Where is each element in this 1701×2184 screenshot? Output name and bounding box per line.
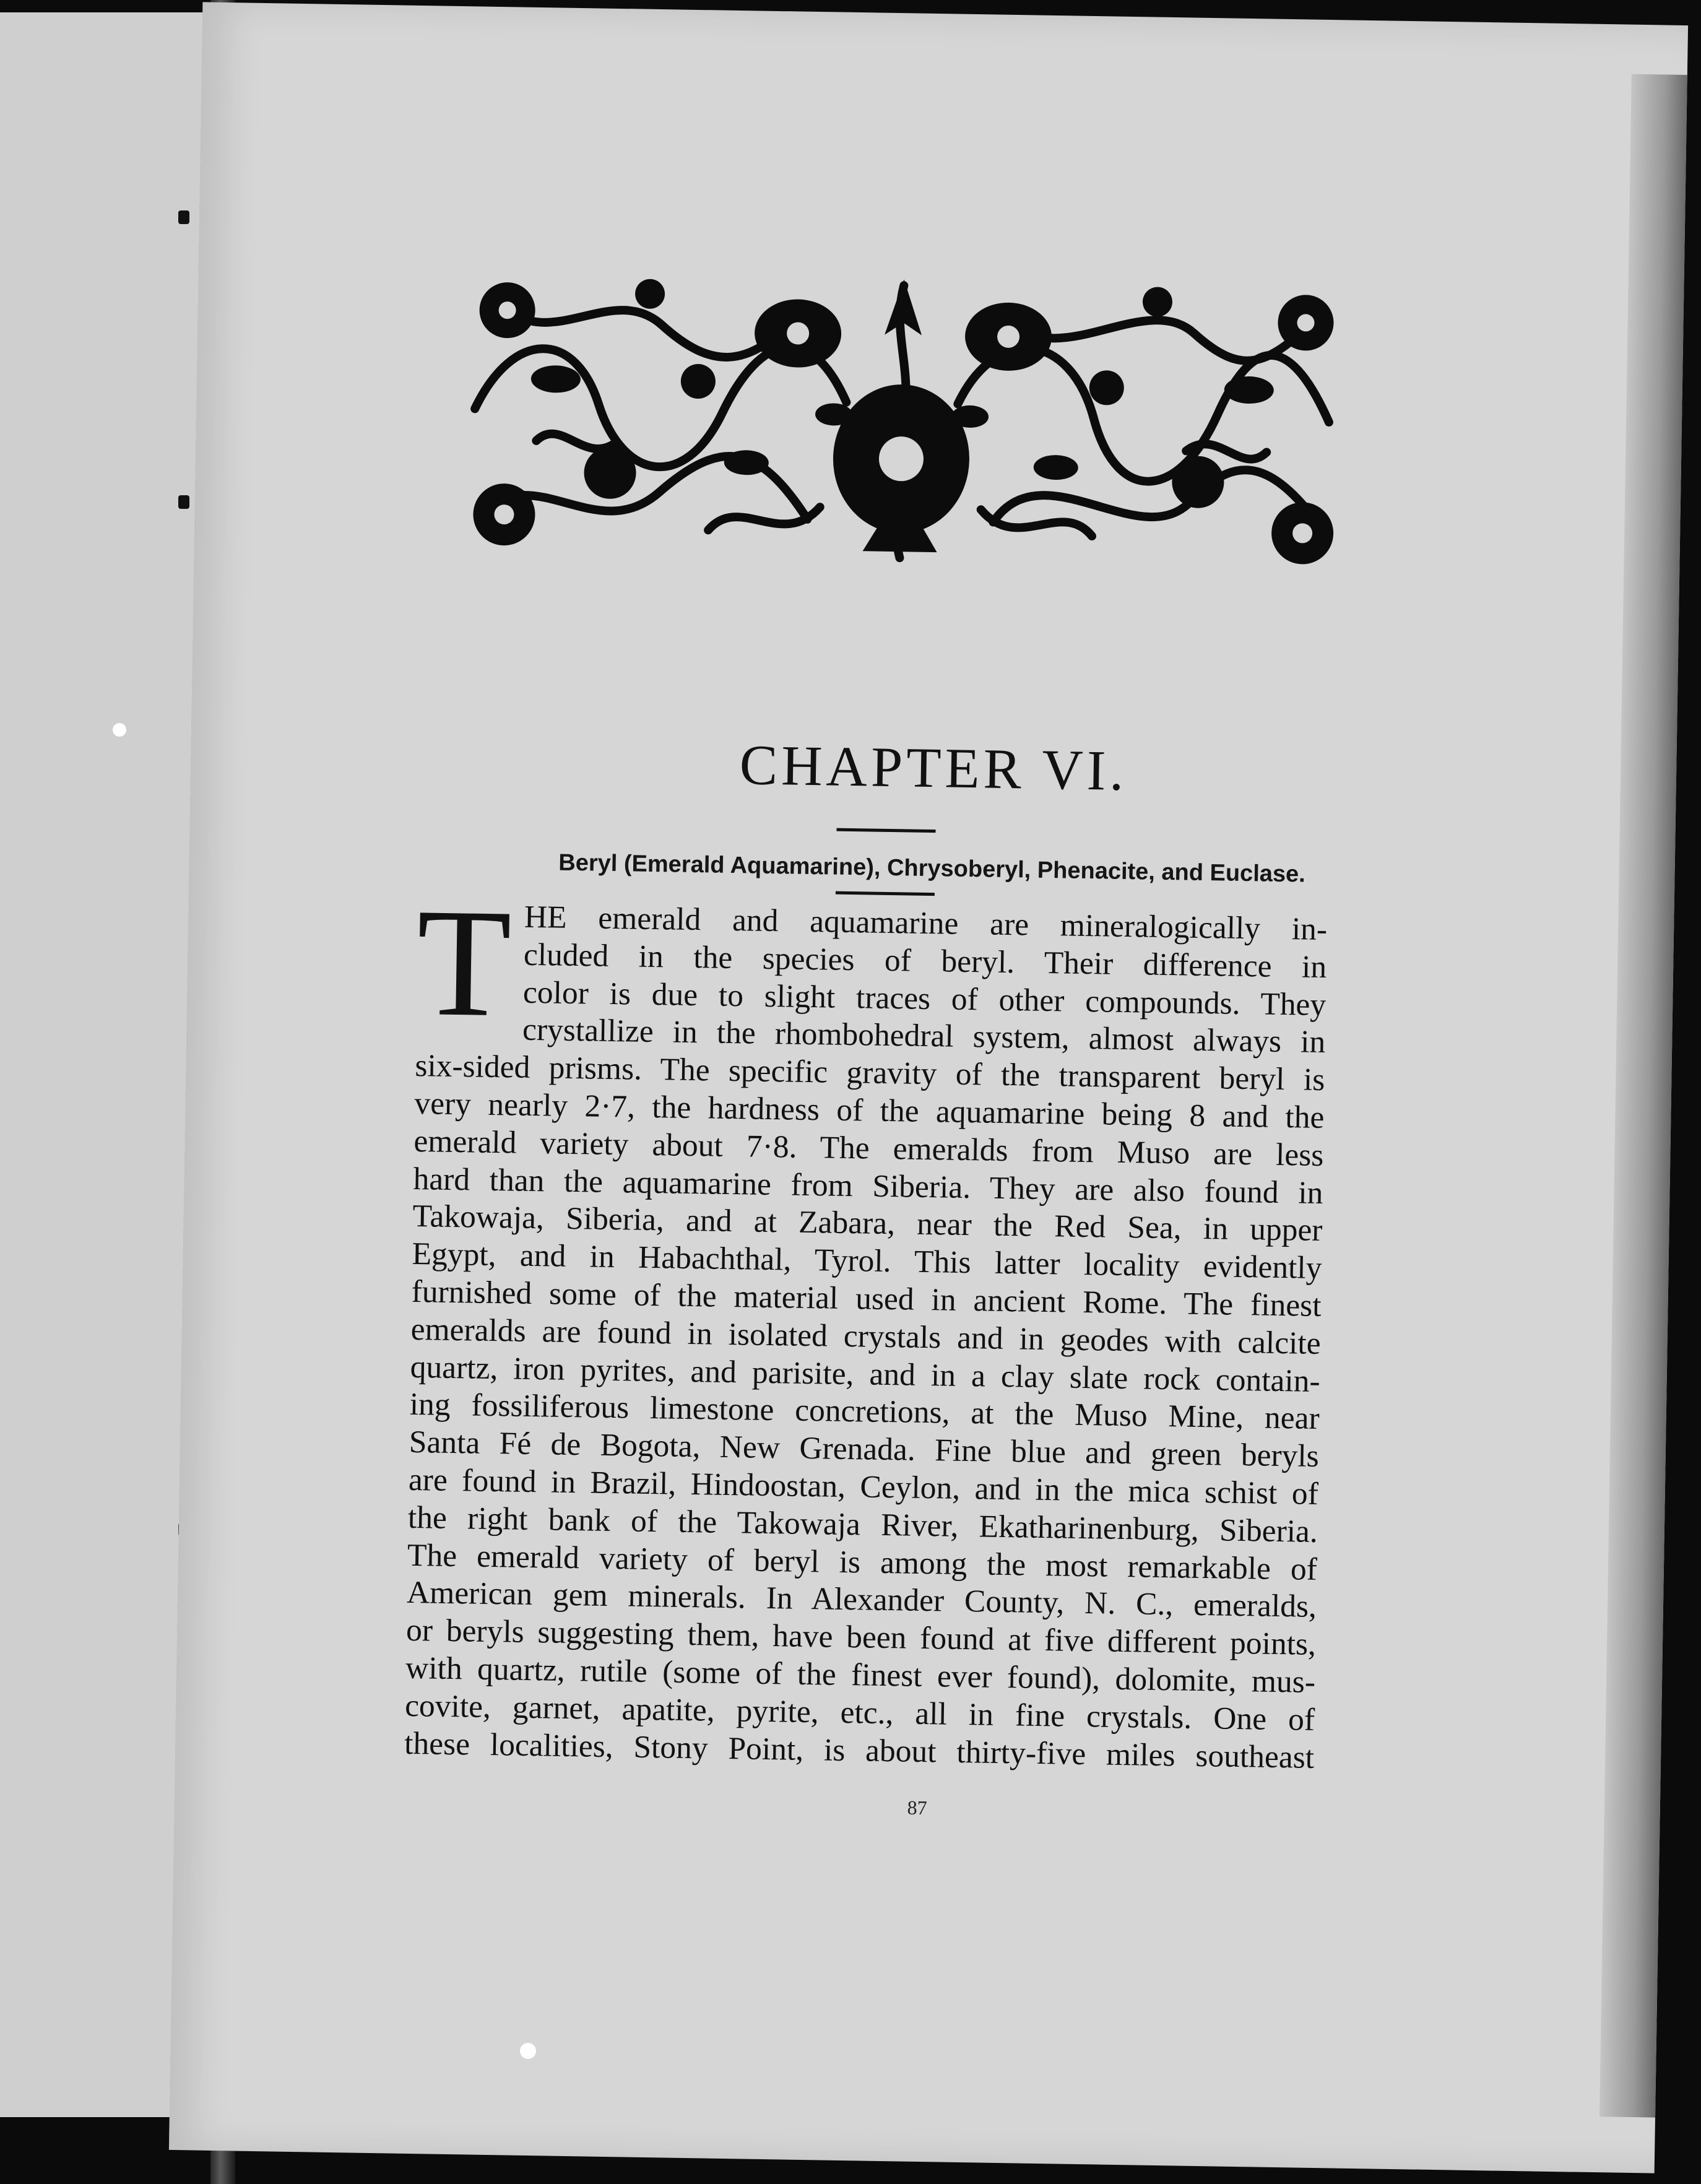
body-line: Santa Fé de Bogota, New Grenada. Fine blue and green beryls xyxy=(409,1424,1320,1475)
body-line: or beryls suggesting them, have been found at five different points, xyxy=(405,1612,1317,1663)
body-line: six-sided prisms. The specific gravity of the transparent beryl is xyxy=(415,1048,1325,1098)
body-line: crystallize in the rhombohedral system, almost always in xyxy=(522,1012,1326,1060)
drop-cap: T xyxy=(415,877,513,1050)
scan-speck xyxy=(113,723,126,737)
body-line: these localities, Stony Point, is about thirty-five miles southeast xyxy=(404,1725,1315,1775)
scan-speck xyxy=(520,2043,536,2059)
body-line: Takowaja, Siberia, and at Zabara, near the Red Sea, in upper xyxy=(412,1198,1323,1249)
body-line: furnished some of the material used in ancient Rome. The finest xyxy=(411,1273,1322,1324)
subtitle-rule xyxy=(836,891,935,896)
binding-mark xyxy=(178,495,189,509)
body-line: Egypt, and in Habachthal, Tyrol. This latter locality evidently xyxy=(412,1236,1322,1286)
page-number: 87 xyxy=(907,1796,928,1819)
chapter-subtitle: Beryl (Emerald Aquamarine), Chrysoberyl, Phenacite, and Euclase. xyxy=(558,849,1306,888)
body-line: The emerald variety of beryl is among the most remarkable of xyxy=(407,1537,1318,1587)
body-lines xyxy=(404,877,1328,1777)
title-rule xyxy=(836,828,935,833)
body-line: covite, garnet, apatite, pyrite, etc., all in fine crystals. One of xyxy=(404,1688,1315,1738)
binding-mark xyxy=(178,210,189,224)
decorative-headpiece xyxy=(460,254,1344,577)
body-line: hard than the aquamarine from Siberia. They are also found in xyxy=(413,1161,1323,1211)
book-page xyxy=(169,2,1688,2173)
chapter-title: CHAPTER VI. xyxy=(739,733,1128,802)
body-line: color is due to slight traces of other compounds. They xyxy=(522,974,1327,1023)
body-line: ing fossiliferous limestone concretions, at the Muso Mine, near xyxy=(409,1387,1320,1437)
body-line: cluded in the species of beryl. Their difference in xyxy=(523,937,1327,985)
body-line: very nearly 2·7, the hardness of the aquamarine being 8 and the xyxy=(414,1085,1325,1136)
body-line: American gem minerals. In Alexander County, N. C., emeralds, xyxy=(406,1575,1317,1625)
body-line: emerald variety about 7·8. The emeralds from Muso are less xyxy=(413,1123,1324,1173)
body-text xyxy=(404,877,1328,1777)
body-line: the right bank of the Takowaja River, Ekatharinenburg, Siberia. xyxy=(407,1499,1318,1549)
body-line: with quartz, rutile (some of the finest ever found), dolomite, mus- xyxy=(405,1650,1316,1700)
body-line: are found in Brazil, Hindoostan, Ceylon, and in the mica schist of xyxy=(408,1462,1319,1512)
body-line: quartz, iron pyrites, and parisite, and in a clay slate rock contain- xyxy=(410,1349,1321,1399)
body-line: emeralds are found in isolated crystals and in geodes with calcite xyxy=(410,1311,1322,1361)
body-line: HE emerald and aquamarine are mineralogically in- xyxy=(524,899,1328,948)
